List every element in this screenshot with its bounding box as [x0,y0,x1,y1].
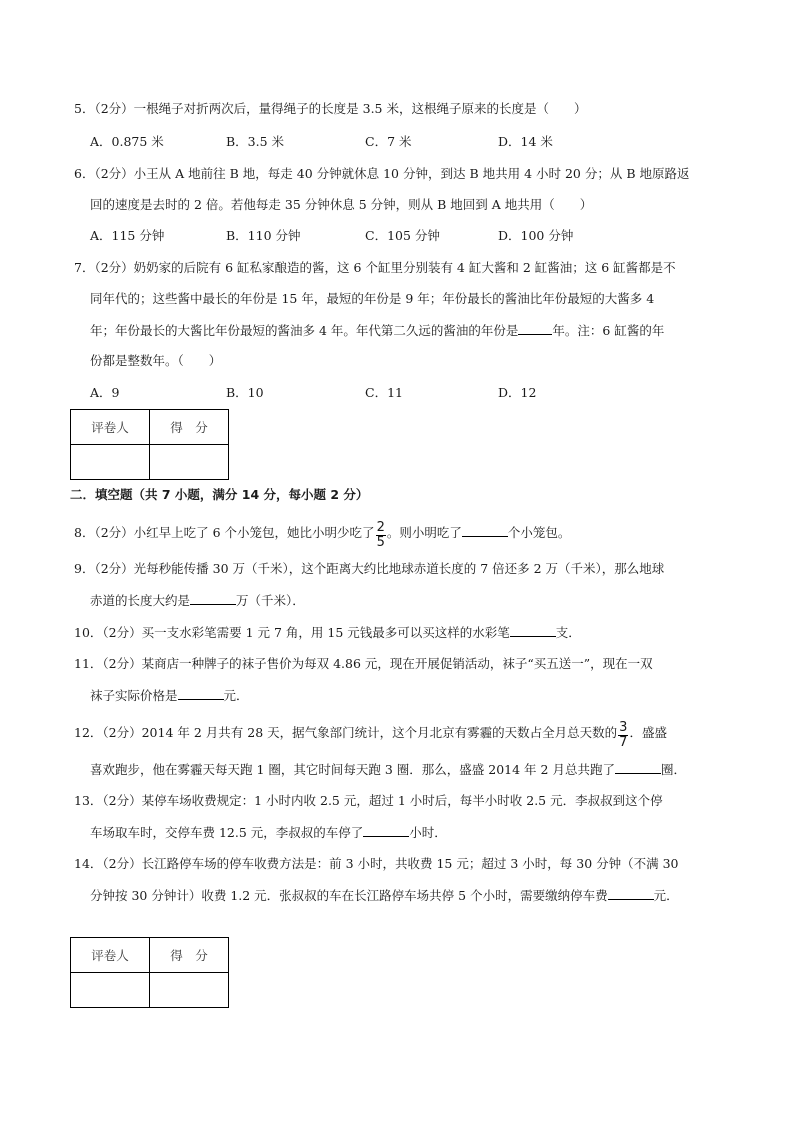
grader-table-2 [70,937,229,1008]
question-7-stem [74,260,676,276]
score-cell[interactable] [150,973,229,1008]
fraction-numerator: 2 [376,520,385,535]
score-cell[interactable] [150,445,229,480]
question-text: 车场取车时，交停车费 12.5 元，李叔叔的车停了 [90,825,364,840]
question-text: 支． [555,625,581,640]
question-number: 7． [74,260,95,275]
option-d[interactable]: D．12 [498,385,537,400]
question-11: 11．（2分）某商店一种牌子的袜子售价为每双 4.86 元，现在开展促销活动，袜子“买五送一”，现在一双 [74,656,653,671]
option-b[interactable]: B．3.5 米 [226,134,285,149]
question-13: 13．（2分）某停车场收费规定：1 小时内收 2.5 元，超过 1 小时后，每半小时收 2.5 元．李叔叔到这个停 [74,793,663,808]
option-c[interactable]: C．11 [365,385,403,400]
answer-blank[interactable] [608,887,654,900]
question-text: ．盛盛 [629,725,667,740]
answer-blank[interactable] [615,761,661,774]
option-d[interactable]: D．14 米 [498,134,553,149]
question-text: 袜子实际价格是 [90,688,178,703]
fraction-denominator: 7 [619,735,628,750]
question-text: 赤道的长度大约是 [90,593,191,608]
question-6-continuation: 回的速度是去时的 2 倍。若他每走 35 分钟休息 5 分钟，则从 B 地回到 A 地共用（ ） [90,197,593,212]
question-text: 个小笼包。 [507,525,571,540]
option-a[interactable]: A．115 分钟 [90,228,165,243]
question-8 [74,519,570,548]
question-7-line-4: 份都是整数年。（ ） [90,353,222,368]
question-number: 6． [74,166,95,181]
question-score: （2分） [94,260,134,275]
fraction-denominator: 5 [376,535,385,550]
fraction [618,721,628,750]
question-text: 分钟按 30 分钟计）收费 1.2 元．张叔叔的车在长江路停车场共停 5 个小时，需要缴纳停车费 [90,888,608,903]
question-score: （2分） [94,101,134,116]
option-d[interactable]: D．100 分钟 [498,228,574,243]
question-text: 万（千米）． [236,593,305,608]
answer-blank[interactable] [510,624,556,637]
section-title: 二．填空题（共 7 小题，满分 14 分，每小题 2 分） [70,487,369,502]
question-text: 小时． [409,825,447,840]
answer-blank[interactable] [178,687,224,700]
reviewer-cell[interactable] [71,973,150,1008]
score-label: 得 分 [150,938,229,973]
answer-blank[interactable] [518,322,552,335]
option-c[interactable]: C．105 分钟 [365,228,440,243]
question-14-line-2 [90,887,679,904]
question-text: 8．（2分）小红早上吃了 6 个小笼包，她比小明少吃了 [74,525,375,540]
question-10 [74,624,581,641]
question-text: 喜欢跑步，他在雾霾天每天跑 1 圈，其它时间每天跑 3 圈．那么，盛盛 2014 年 2 月总共跑了 [90,762,615,777]
reviewer-label: 评卷人 [71,410,150,445]
question-6-stem [74,166,690,182]
question-text: 圈． [660,762,686,777]
question-14: 14．（2分）长江路停车场的停车收费方法是：前 3 小时，共收费 15 元；超过 3 小时，每 30 分钟（不满 30 [74,856,679,871]
option-b[interactable]: B．10 [226,385,264,400]
question-5-stem [74,101,586,117]
reviewer-label: 评卷人 [71,938,150,973]
fraction [376,521,386,550]
answer-blank[interactable] [190,592,236,605]
question-12 [74,719,667,748]
question-text: 。则小明吃了 [386,525,462,540]
option-a[interactable]: A．9 [90,385,120,400]
question-score: （2分） [94,166,134,181]
question-text: 12．（2分）2014 年 2 月共有 28 天，据气象部门统计，这个月北京有雾霾的天数占全月总天数的 [74,725,618,740]
option-a[interactable]: A．0.875 米 [90,134,164,149]
question-7-line-3 [90,322,664,339]
question-number: 5． [74,101,95,116]
option-b[interactable]: B．110 分钟 [226,228,301,243]
grader-table [70,409,229,480]
score-label: 得 分 [150,410,229,445]
question-text: 奶奶家的后院有 6 缸私家酿造的酱，这 6 个缸里分别装有 4 缸大酱和 2 缸酱油；这 6 缸酱都是不 [133,260,676,275]
question-7-line-2: 同年代的；这些酱中最长的年份是 15 年，最短的年份是 9 年；年份最长的酱油比年份最短的大酱多 4 [90,291,655,306]
question-9-line-2 [90,592,305,609]
question-12-line-2 [90,761,686,778]
fraction-numerator: 3 [619,720,628,735]
answer-blank[interactable] [462,524,508,537]
question-text: 元． [223,688,249,703]
question-text: 年。注：6 缸酱的年 [552,323,665,338]
question-text: 一根绳子对折两次后，量得绳子的长度是 3.5 米，这根绳子原来的长度是（ ） [133,101,587,116]
question-text: 元． [653,888,679,903]
question-9: 9．（2分）光每秒能传播 30 万（千米），这个距离大约比地球赤道长度的 7 倍还多 2 万（千米），那么地球 [74,561,665,576]
question-text: 10．（2分）买一支水彩笔需要 1 元 7 角，用 15 元钱最多可以买这样的水彩笔 [74,625,510,640]
option-c[interactable]: C．7 米 [365,134,412,149]
reviewer-cell[interactable] [71,445,150,480]
answer-blank[interactable] [363,824,409,837]
question-text: 年；年份最长的大酱比年份最短的酱油多 4 年。年代第二久远的酱油的年份是 [90,323,519,338]
question-13-line-2 [90,824,447,841]
question-11-line-2 [90,687,249,704]
question-text: 小王从 A 地前往 B 地，每走 40 分钟就休息 10 分钟，到达 B 地共用 4 小时 20 分；从 B 地原路返 [133,166,690,181]
